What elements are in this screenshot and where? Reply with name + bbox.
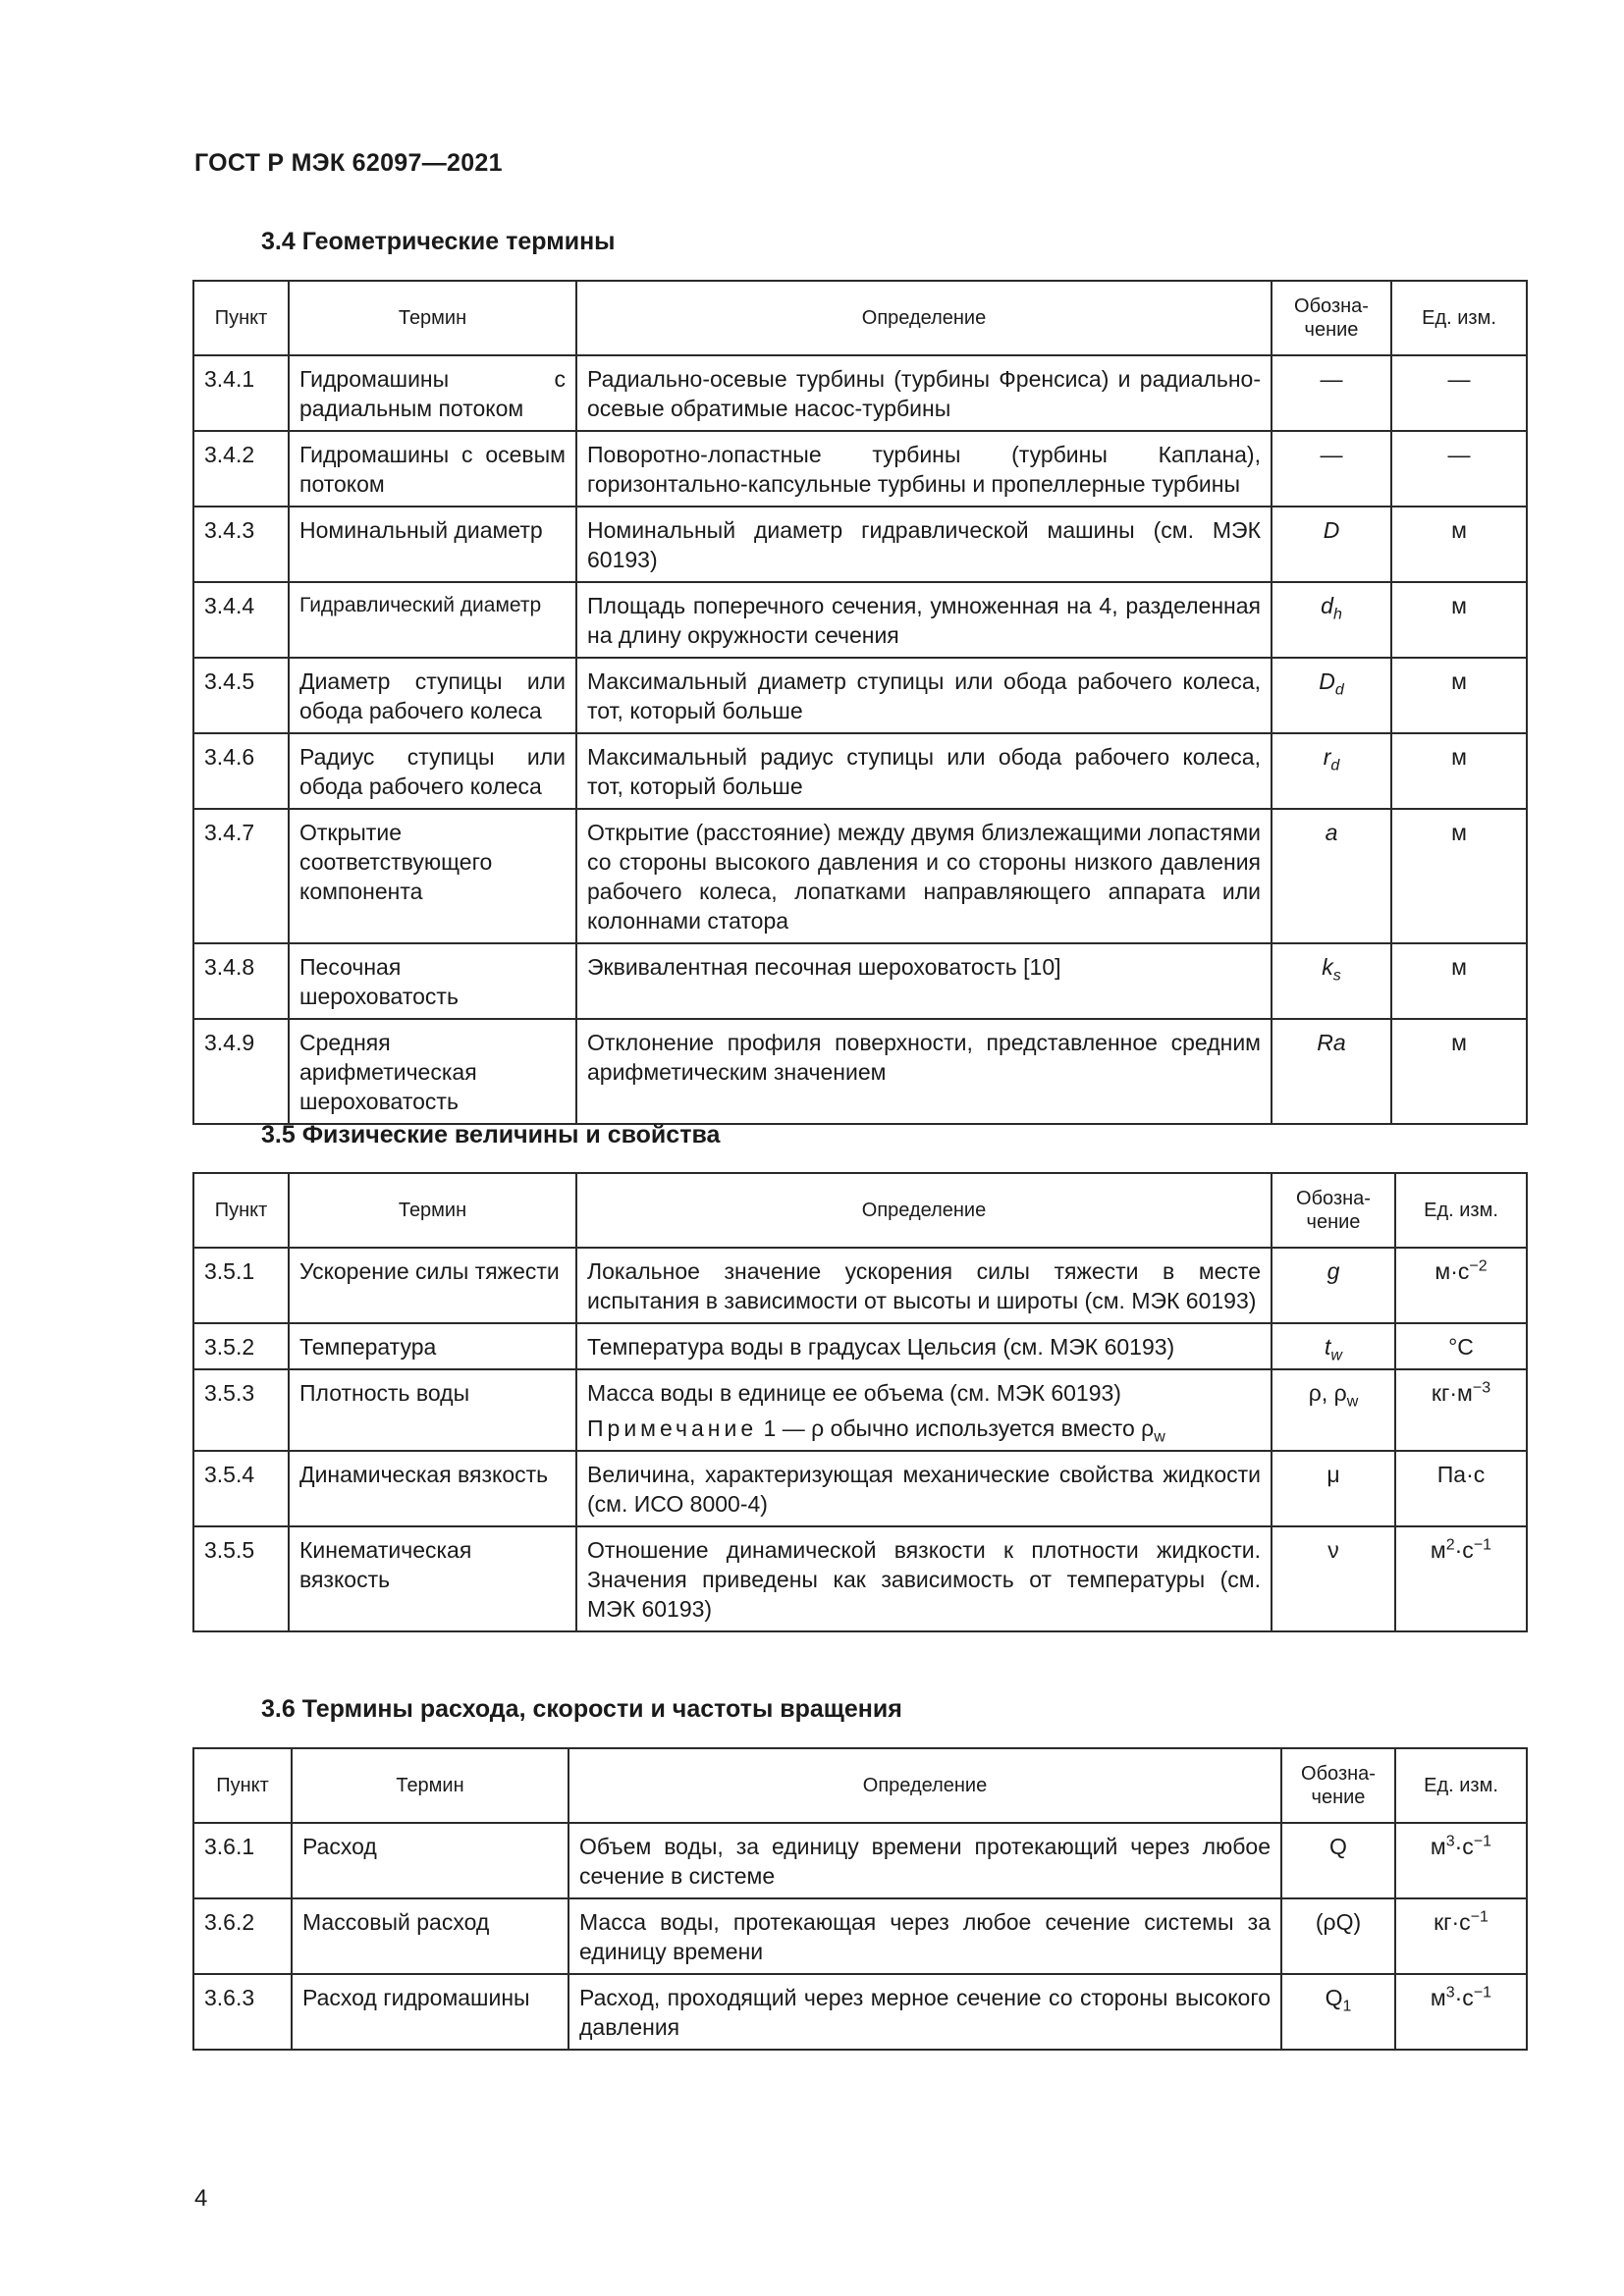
row-definition: Радиально-осевые турбины (турбины Френсиса) и радиально-осевые обратимые насос-турбины: [576, 355, 1272, 431]
row-num: 3.4.5: [193, 658, 289, 733]
row-num: 3.4.2: [193, 431, 289, 507]
row-symbol: g: [1272, 1248, 1395, 1323]
symbol-main: Q: [1325, 1985, 1343, 2010]
row-term: Открытие соответствующего компонента: [289, 809, 576, 943]
unit-superscript: −1: [1473, 1984, 1492, 2002]
row-symbol: [1272, 1323, 1395, 1369]
row-unit: Па·с: [1395, 1451, 1527, 1526]
row-unit: [1395, 1248, 1527, 1323]
row-num: 3.5.4: [193, 1451, 289, 1526]
row-term: Радиус ступицы или обода рабочего колеса: [289, 733, 576, 809]
table-row: [193, 658, 1527, 733]
unit-superscript: −1: [1470, 1908, 1489, 1926]
row-definition: Отклонение профиля поверхности, представленное средним арифметическим значением: [576, 1019, 1272, 1124]
symbol-main: t: [1325, 1334, 1331, 1360]
row-term: Гидромашины с радиальным потоком: [289, 355, 576, 431]
row-num: 3.5.3: [193, 1369, 289, 1451]
table-row: [193, 1248, 1527, 1323]
row-unit: °C: [1395, 1323, 1527, 1369]
page-number: 4: [194, 2185, 208, 2212]
table-geometric-terms: [192, 280, 1528, 1125]
document-header: ГОСТ Р МЭК 62097—2021: [194, 149, 503, 177]
symbol-main: d: [1321, 593, 1333, 618]
row-definition: Отношение динамической вязкости к плотности жидкости. Значения приведены как зависимость от температуры (см. МЭК 60193): [576, 1526, 1272, 1631]
row-num: 3.4.1: [193, 355, 289, 431]
symbol-subscript: 1: [1342, 1998, 1352, 2015]
row-num: 3.5.1: [193, 1248, 289, 1323]
row-unit: [1395, 1823, 1527, 1898]
row-term: Песочная шероховатость: [289, 943, 576, 1019]
col-unit-header: Ед. изм.: [1391, 281, 1527, 355]
row-num: 3.4.6: [193, 733, 289, 809]
unit-main: м·с: [1435, 1258, 1470, 1284]
row-unit: м: [1391, 1019, 1527, 1124]
col-unit-header: Ед. изм.: [1395, 1748, 1527, 1823]
row-term: Расход гидромашины: [292, 1974, 568, 2050]
row-num: 3.6.3: [193, 1974, 292, 2050]
row-num: 3.6.2: [193, 1898, 292, 1974]
symbol-main: r: [1323, 744, 1331, 770]
row-symbol: —: [1272, 431, 1391, 507]
unit-main: кг·с: [1434, 1909, 1471, 1935]
row-definition: Температура воды в градусах Цельсия (см. МЭК 60193): [576, 1323, 1272, 1369]
col-def-header: Определение: [576, 1173, 1272, 1248]
row-num: 3.4.8: [193, 943, 289, 1019]
row-definition: Величина, характеризующая механические свойства жидкости (см. ИСО 8000-4): [576, 1451, 1272, 1526]
row-unit: м: [1391, 809, 1527, 943]
row-term: Диаметр ступицы или обода рабочего колеса: [289, 658, 576, 733]
row-term: Средняя арифметическая шероховатость: [289, 1019, 576, 1124]
unit-main: ·с: [1454, 1537, 1474, 1563]
row-term: Ускорение силы тяжести: [289, 1248, 576, 1323]
section-title-3-4: 3.4 Геометрические термины: [261, 228, 616, 255]
row-term: Температура: [289, 1323, 576, 1369]
row-unit: —: [1391, 431, 1527, 507]
col-num-header: Пункт: [193, 281, 289, 355]
row-unit: [1395, 1974, 1527, 2050]
col-unit-header: Ед. изм.: [1395, 1173, 1527, 1248]
row-symbol: μ: [1272, 1451, 1395, 1526]
table-row: [193, 355, 1527, 431]
row-symbol: D: [1272, 507, 1391, 582]
row-definition: Масса воды, протекающая через любое сечение системы за единицу времени: [568, 1898, 1281, 1974]
table-row: [193, 1823, 1527, 1898]
row-definition: Эквивалентная песочная шероховатость [10]: [576, 943, 1272, 1019]
symbol-main: ρ, ρ: [1308, 1380, 1347, 1406]
row-unit: м: [1391, 658, 1527, 733]
unit-base: м: [1430, 1985, 1446, 2010]
symbol-subscript: s: [1332, 967, 1341, 985]
table-row: [193, 582, 1527, 658]
row-term: Массовый расход: [292, 1898, 568, 1974]
definition-note: [587, 1414, 1261, 1446]
col-term-header: Термин: [289, 1173, 576, 1248]
unit-base: м: [1430, 1537, 1446, 1563]
row-num: 3.4.9: [193, 1019, 289, 1124]
table-row: [193, 809, 1527, 943]
col-num-header: Пункт: [193, 1173, 289, 1248]
row-symbol: [1281, 1974, 1395, 2050]
col-num-header: Пункт: [193, 1748, 292, 1823]
row-unit: м: [1391, 943, 1527, 1019]
row-definition: Максимальный диаметр ступицы или обода рабочего колеса, тот, который больше: [576, 658, 1272, 733]
row-num: 3.6.1: [193, 1823, 292, 1898]
row-unit: [1395, 1898, 1527, 1974]
row-definition: Локальное значение ускорения силы тяжести в месте испытания в зависимости от высоты и широты (см. МЭК 60193): [576, 1248, 1272, 1323]
col-def-header: Определение: [576, 281, 1272, 355]
row-unit: м: [1391, 733, 1527, 809]
row-symbol: [1272, 658, 1391, 733]
table-row: [193, 1451, 1527, 1526]
symbol-subscript: w: [1330, 1347, 1342, 1364]
row-definition: Объем воды, за единицу времени протекающий через любое сечение в системе: [568, 1823, 1281, 1898]
symbol-main: D: [1319, 668, 1335, 694]
table-row: [193, 1898, 1527, 1974]
note-label: Примечание: [587, 1415, 758, 1441]
table-row: [193, 1974, 1527, 2050]
col-sym-header: Обозна-чение: [1272, 281, 1391, 355]
symbol-subscript: d: [1334, 681, 1344, 699]
row-symbol: a: [1272, 809, 1391, 943]
unit-superscript: −1: [1473, 1833, 1492, 1850]
table-row: [193, 1019, 1527, 1124]
row-term: Номинальный диаметр: [289, 507, 576, 582]
row-definition: Номинальный диаметр гидравлической машины (см. МЭК 60193): [576, 507, 1272, 582]
row-num: 3.4.3: [193, 507, 289, 582]
row-num: 3.5.5: [193, 1526, 289, 1631]
row-term: Гидромашины с осевым потоком: [289, 431, 576, 507]
row-symbol: ν: [1272, 1526, 1395, 1631]
row-unit: [1395, 1526, 1527, 1631]
table-row: [193, 1526, 1527, 1631]
row-unit: [1395, 1369, 1527, 1451]
note-subscript: w: [1154, 1428, 1165, 1446]
unit-base: м: [1430, 1834, 1446, 1859]
col-def-header: Определение: [568, 1748, 1281, 1823]
row-definition: [576, 1369, 1272, 1451]
col-sym-header: Обозна-чение: [1281, 1748, 1395, 1823]
row-symbol: —: [1272, 355, 1391, 431]
row-symbol: [1272, 733, 1391, 809]
row-unit: м: [1391, 507, 1527, 582]
table-row: [193, 507, 1527, 582]
definition-text: Масса воды в единице ее объема (см. МЭК 60193): [587, 1380, 1121, 1406]
row-definition: Площадь поперечного сечения, умноженная на 4, разделенная на длину окружности сечения: [576, 582, 1272, 658]
row-unit: м: [1391, 582, 1527, 658]
symbol-subscript: d: [1330, 757, 1340, 774]
table-flow-terms: [192, 1747, 1528, 2051]
row-term: Расход: [292, 1823, 568, 1898]
section-title-3-5: 3.5 Физические величины и свойства: [261, 1121, 721, 1148]
table-row: [193, 733, 1527, 809]
row-symbol: [1272, 943, 1391, 1019]
unit-superscript: −2: [1469, 1257, 1488, 1275]
row-symbol: [1272, 582, 1391, 658]
symbol-subscript: h: [1332, 606, 1342, 623]
table-header-row: [193, 1173, 1527, 1248]
row-num: 3.4.4: [193, 582, 289, 658]
symbol-subscript: w: [1346, 1393, 1359, 1411]
row-num: 3.4.7: [193, 809, 289, 943]
note-text: 1 — ρ обычно используется вместо ρ: [757, 1415, 1155, 1441]
row-symbol: (ρQ): [1281, 1898, 1395, 1974]
row-term: Плотность воды: [289, 1369, 576, 1451]
row-symbol: [1272, 1369, 1395, 1451]
unit-base-superscript: 3: [1445, 1833, 1455, 1850]
unit-main: кг·м: [1431, 1380, 1473, 1406]
unit-main: ·с: [1454, 1985, 1474, 2010]
row-symbol: Q: [1281, 1823, 1395, 1898]
table-physical-properties: [192, 1172, 1528, 1632]
table-row: [193, 1369, 1527, 1451]
row-definition: Расход, проходящий через мерное сечение со стороны высокого давления: [568, 1974, 1281, 2050]
row-unit: —: [1391, 355, 1527, 431]
row-term: Гидравлический диаметр: [289, 582, 576, 658]
row-term: Динамическая вязкость: [289, 1451, 576, 1526]
col-term-header: Термин: [292, 1748, 568, 1823]
table-header-row: [193, 1748, 1527, 1823]
table-row: [193, 431, 1527, 507]
row-definition: Максимальный радиус ступицы или обода рабочего колеса, тот, который больше: [576, 733, 1272, 809]
row-definition: Поворотно-лопастные турбины (турбины Каплана), горизонтально-капсульные турбины и пропеллерные турбины: [576, 431, 1272, 507]
section-title-3-6: 3.6 Термины расхода, скорости и частоты вращения: [261, 1695, 902, 1723]
row-num: 3.5.2: [193, 1323, 289, 1369]
row-term: Кинематическая вязкость: [289, 1526, 576, 1631]
unit-base-superscript: 3: [1445, 1984, 1455, 2002]
unit-superscript: −1: [1473, 1536, 1492, 1554]
table-row: [193, 943, 1527, 1019]
unit-main: ·с: [1454, 1834, 1474, 1859]
row-definition: Открытие (расстояние) между двумя близлежащими лопастями со стороны высокого давления и со стороны низкого давления рабочего колеса, лопатками направляющего аппарата или колоннами статора: [576, 809, 1272, 943]
symbol-main: k: [1322, 954, 1333, 980]
col-term-header: Термин: [289, 281, 576, 355]
unit-base-superscript: 2: [1445, 1536, 1455, 1554]
row-symbol: Ra: [1272, 1019, 1391, 1124]
unit-superscript: −3: [1472, 1379, 1491, 1397]
table-row: [193, 1323, 1527, 1369]
col-sym-header: Обозна-чение: [1272, 1173, 1395, 1248]
table-header-row: [193, 281, 1527, 355]
